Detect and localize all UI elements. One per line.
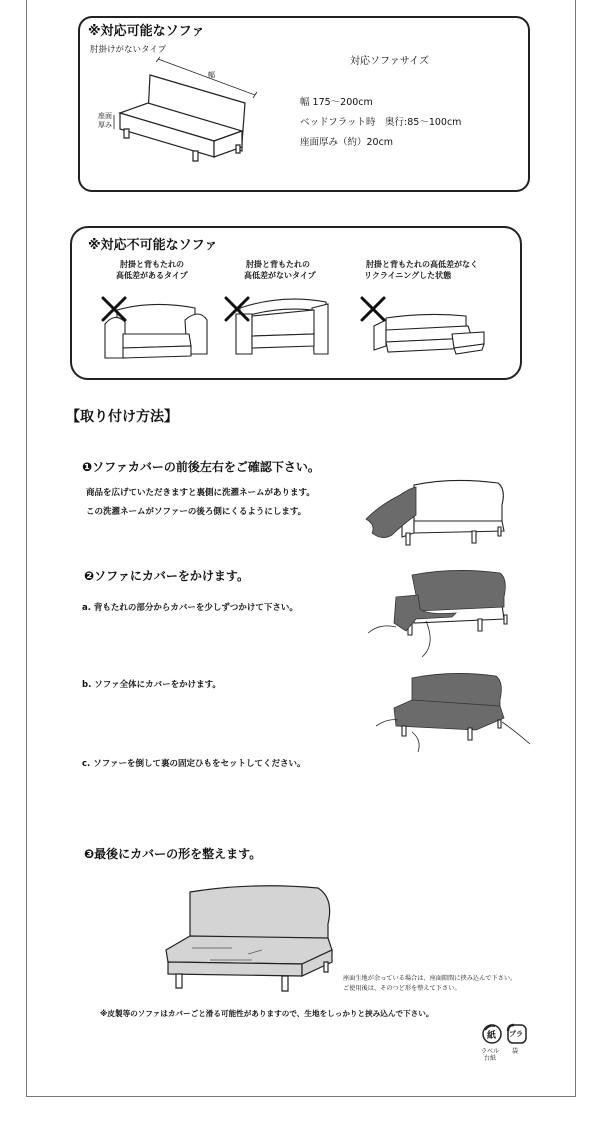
size-heading: 対応ソファサイズ <box>350 56 429 67</box>
plastic-label: 袋 <box>512 1048 519 1055</box>
paper-label2: 台紙 <box>484 1055 497 1062</box>
incompatible-title: ※対応不可能なソファ <box>88 238 218 253</box>
plastic-mark: プラ <box>509 1030 523 1038</box>
step3-note2: ご使用後は、そのつど形を整えて下さい。 <box>343 985 461 992</box>
type2-line1: 肘掛と背もたれの <box>246 260 310 269</box>
method-heading: 【取り付け方法】 <box>66 409 178 425</box>
type2-line2: 高低差がないタイプ <box>244 271 316 280</box>
step3-finished-sofa <box>152 880 337 995</box>
step3-note1: 座面生地が余っている場合は、座面隙間に挟み込んで下さい。 <box>343 975 517 982</box>
step1-line1: 商品を広げていただきますと裏側に洗濯ネームがあります。 <box>86 488 315 498</box>
step1-line2: この洗濯ネームがソファーの後ろ側にくるようにします。 <box>86 507 307 517</box>
spec-seat-thickness: 座面厚み（約）20cm <box>300 137 394 148</box>
step2-a: a. 背もたれの部分からカバーを少しずつかけて下さい。 <box>82 603 298 613</box>
leather-note: ※皮製等のソファはカバーごと滑る可能性がありますので、生地をしっかりと挟み込んで下さい。 <box>100 1009 434 1018</box>
armless-sofa-diagram <box>110 55 260 170</box>
paper-mark: 紙 <box>487 1031 497 1041</box>
compatible-title: ※対応可能なソファ <box>88 24 205 39</box>
x-mark-3 <box>362 298 384 320</box>
type1-line2: 高低差があるタイプ <box>116 271 188 280</box>
step2b-sofa-full-cover <box>372 668 532 753</box>
width-label: 幅 <box>208 71 215 79</box>
reclined-sofa <box>356 290 491 365</box>
step2-title: ❷ソファにカバーをかけます。 <box>84 569 249 583</box>
step2-c: c. ソファーを倒して裏の固定ひもをセットしてください。 <box>82 759 306 769</box>
paper-label1: ラベル <box>481 1048 500 1055</box>
step1-sofa-with-cover <box>362 475 512 550</box>
step2a-sofa-partial-cover <box>366 565 516 660</box>
type3-line1: 肘掛と背もたれの高低差がなく <box>366 260 478 269</box>
compatible-subtitle: 肘掛けがないタイプ <box>90 45 167 55</box>
type1-line1: 肘掛と背もたれの <box>120 260 184 269</box>
step3-title: ❸最後にカバーの形を整えます。 <box>84 847 262 861</box>
spec-width: 幅 175〜200cm <box>300 97 373 108</box>
sofa-with-arms-height-diff <box>95 290 210 365</box>
step2-b: b. ソファ全体にカバーをかけます。 <box>82 680 221 690</box>
step1-title: ❶ソファカバーの前後左右をご確認下さい。 <box>82 460 320 474</box>
type3-line2: リクライニングした状態 <box>364 271 452 280</box>
sofa-with-arms-no-diff <box>222 290 337 365</box>
spec-flat-depth: ベッドフラット時 奥行:85〜100cm <box>300 117 462 128</box>
seat-label: 座面 厚み <box>98 112 112 129</box>
